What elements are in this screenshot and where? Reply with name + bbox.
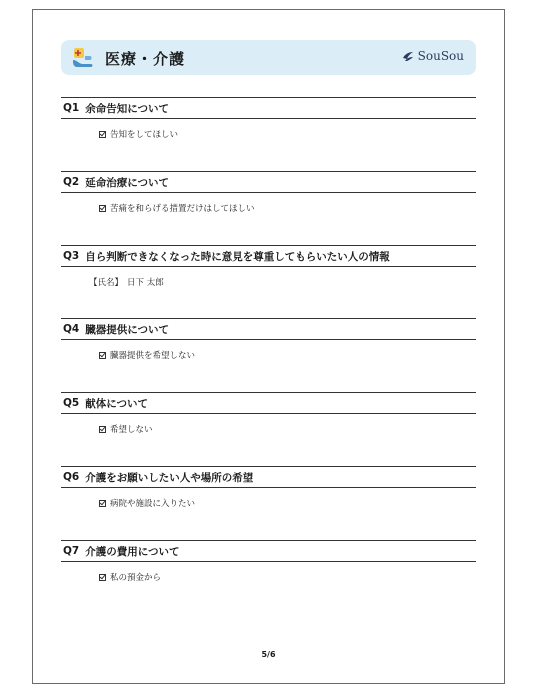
- question-block-q1: [61, 97, 476, 140]
- question-title: 自ら判断できなくなった時に意見を尊重してもらいたい人の情報: [85, 250, 390, 263]
- answer-text: 希望しない: [110, 425, 153, 435]
- question-title: 余命告知について: [85, 102, 170, 115]
- question-heading: [61, 245, 476, 267]
- answer-text: 告知をしてほしい: [110, 130, 179, 140]
- question-title: 延命治療について: [85, 176, 170, 189]
- answer-row: [99, 128, 476, 140]
- page-title: 医療・介護: [105, 50, 186, 68]
- checked-checkbox-icon: [99, 500, 106, 507]
- answer-text: 病院や施設に入りたい: [110, 499, 196, 509]
- question-title: 介護の費用について: [85, 545, 180, 558]
- question-block-q5: [61, 392, 476, 435]
- brand-name: SouSou: [417, 49, 464, 63]
- answer-text: 私の預金から: [110, 573, 162, 583]
- question-heading: [61, 392, 476, 414]
- checked-checkbox-icon: [99, 426, 106, 433]
- question-heading: [61, 318, 476, 340]
- question-block-q4: [61, 318, 476, 361]
- answer-row: [99, 202, 476, 214]
- answer-text: 臓器提供を希望しない: [110, 351, 196, 361]
- question-heading: [61, 171, 476, 193]
- checked-checkbox-icon: [99, 205, 106, 212]
- answer-row: [99, 423, 476, 435]
- answer-row: [89, 276, 476, 288]
- checked-checkbox-icon: [99, 574, 106, 581]
- question-number: Q4: [63, 323, 80, 335]
- answer-label: 【氏名】: [89, 278, 124, 288]
- question-number: Q2: [63, 176, 80, 188]
- answer-text: 苦痛を和らげる措置だけはしてほしい: [110, 204, 255, 214]
- question-block-q3: [61, 245, 476, 288]
- question-heading: [61, 540, 476, 562]
- question-block-q2: [61, 171, 476, 214]
- question-title: 献体について: [85, 397, 149, 410]
- brand-logo: [401, 49, 464, 63]
- answer-row: [99, 571, 476, 583]
- section-header: [61, 40, 476, 75]
- question-block-q6: [61, 466, 476, 509]
- question-number: Q6: [63, 471, 80, 483]
- brand-mark-icon: [401, 49, 415, 63]
- question-title: 臓器提供について: [85, 323, 170, 336]
- document-page: [32, 9, 505, 684]
- question-number: Q1: [63, 102, 80, 114]
- question-number: Q7: [63, 545, 80, 557]
- question-heading: [61, 97, 476, 119]
- page-number: 5/6: [261, 650, 276, 659]
- question-block-q7: [61, 540, 476, 583]
- question-number: Q5: [63, 397, 80, 409]
- question-number: Q3: [63, 250, 80, 262]
- checked-checkbox-icon: [99, 131, 106, 138]
- answer-row: [99, 497, 476, 509]
- question-heading: [61, 466, 476, 488]
- medical-care-icon: [71, 46, 95, 70]
- answer-row: [99, 349, 476, 361]
- checked-checkbox-icon: [99, 352, 106, 359]
- answer-text: 日下 太郎: [127, 278, 164, 288]
- question-title: 介護をお願いしたい人や場所の希望: [85, 471, 254, 484]
